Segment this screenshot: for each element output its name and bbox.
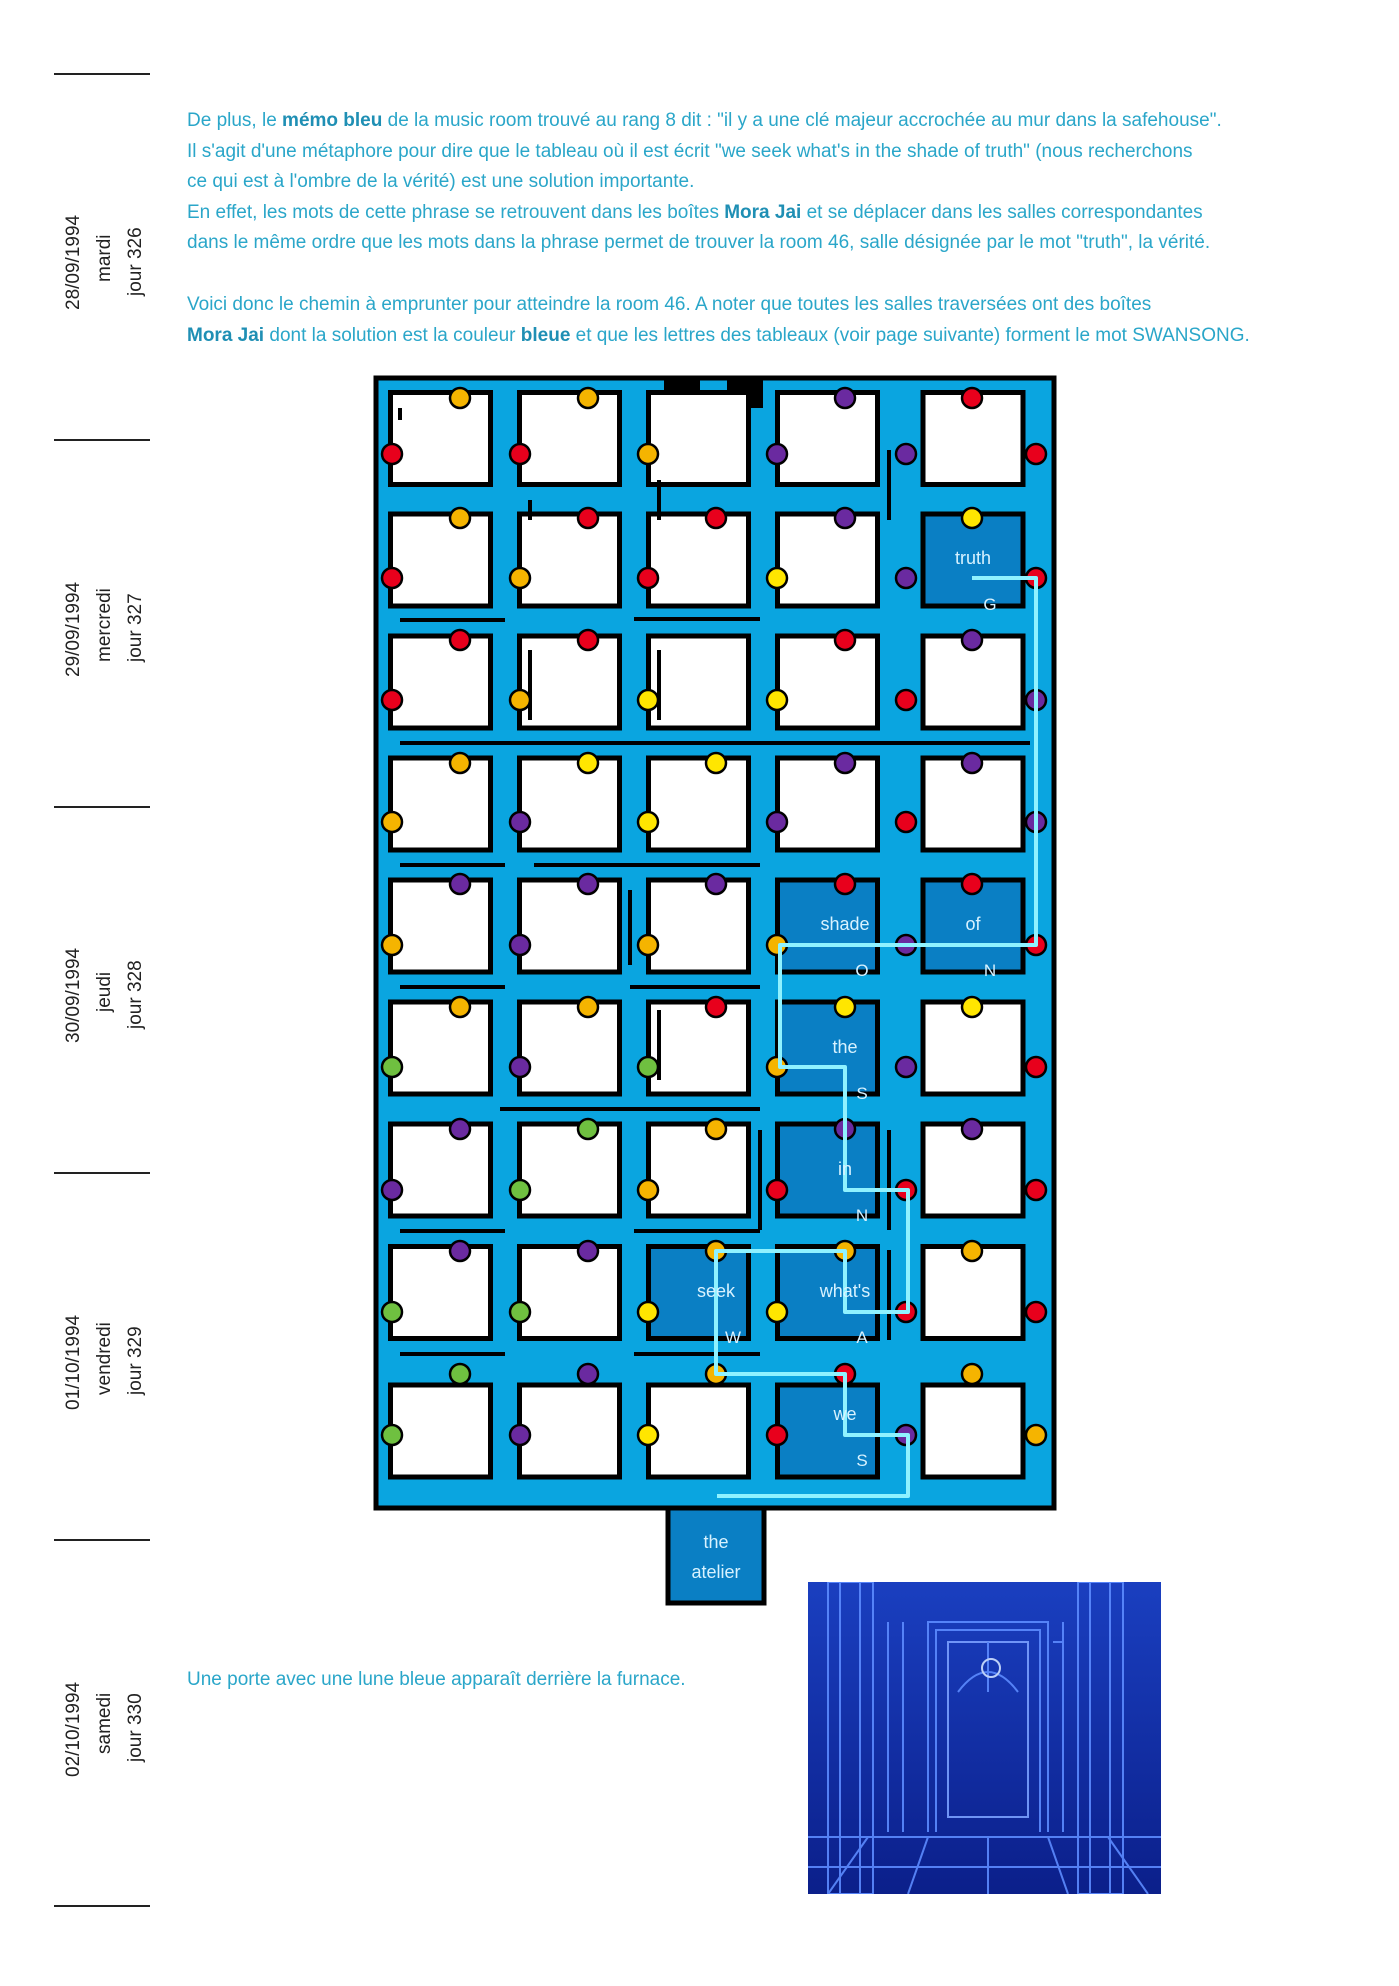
- door-dot: [382, 1425, 402, 1445]
- door-dot: [450, 508, 470, 528]
- door-dot: [962, 997, 982, 1017]
- door-dot: [578, 1119, 598, 1139]
- special-room: [778, 1124, 878, 1216]
- room-word: we: [833, 1404, 857, 1424]
- room-cell: [391, 758, 491, 850]
- door-dot: [638, 935, 658, 955]
- door-dot: [962, 1364, 982, 1384]
- door-dot: [706, 1119, 726, 1139]
- door-dot: [510, 1057, 530, 1077]
- room-word: in: [837, 1159, 853, 1179]
- door-dot: [767, 690, 787, 710]
- door-dot: [1026, 1302, 1046, 1322]
- door-dot: [1026, 1180, 1046, 1200]
- room-cell: [649, 1385, 749, 1477]
- text: De plus, le: [187, 110, 283, 131]
- door-dot: [578, 1241, 598, 1261]
- room-letter: N: [855, 1206, 869, 1225]
- room-cell: [391, 1247, 491, 1339]
- room-cell: [520, 1385, 620, 1477]
- door-dot: [835, 508, 855, 528]
- room-cell: [391, 880, 491, 972]
- door-dot: [510, 1180, 530, 1200]
- door-dot: [706, 508, 726, 528]
- weekday-label: mardi: [94, 234, 115, 282]
- door-dot: [835, 874, 855, 894]
- room-word: the: [832, 1037, 858, 1057]
- room-letter: N: [983, 961, 997, 980]
- day-label: jour 329: [125, 1326, 146, 1395]
- weekday-label: vendredi: [94, 1322, 115, 1395]
- door-dot: [450, 1119, 470, 1139]
- weekday-label: jeudi: [94, 971, 115, 1012]
- room-letter: S: [856, 1451, 868, 1470]
- room-cell: [520, 514, 620, 606]
- day-label: jour 326: [125, 227, 146, 296]
- door-dot: [962, 753, 982, 773]
- door-dot: [450, 1241, 470, 1261]
- caption-text: Une porte avec une lune bleue apparaît derrière la furnace.: [187, 1669, 686, 1690]
- date-label: 28/09/1994: [63, 214, 84, 310]
- room-cell: [649, 393, 749, 485]
- door-dot: [578, 753, 598, 773]
- door-dot: [962, 874, 982, 894]
- door-dot: [578, 630, 598, 650]
- door-dot: [450, 388, 470, 408]
- room-cell: [778, 636, 878, 728]
- room-cell: [391, 1124, 491, 1216]
- atelier-label-line1: the: [703, 1532, 729, 1552]
- room-cell: [391, 1385, 491, 1477]
- weekday-label: mercredi: [94, 588, 115, 662]
- door-dot: [450, 753, 470, 773]
- door-dot: [578, 997, 598, 1017]
- door-dot: [578, 874, 598, 894]
- door-dot: [706, 753, 726, 773]
- room-word: of: [965, 914, 981, 934]
- door-dot: [382, 1302, 402, 1322]
- mora-jai-bold: Mora Jai: [724, 201, 802, 223]
- room-cell: [520, 1124, 620, 1216]
- door-dot: [896, 812, 916, 832]
- door-dot: [382, 1180, 402, 1200]
- door-dot: [510, 568, 530, 588]
- door-dot: [896, 1057, 916, 1077]
- room-word: seek: [696, 1281, 736, 1301]
- intro-line: Il s'agit d'une métaphore pour dire que le tableau où il est écrit "we seek what's in the shade of truth" (nous recherchons: [187, 140, 1193, 162]
- door-dot: [382, 812, 402, 832]
- special-room: [778, 1002, 878, 1094]
- room-cell: [649, 1002, 749, 1094]
- room-cell: [391, 393, 491, 485]
- door-dot: [638, 1425, 658, 1445]
- door-dot: [962, 1241, 982, 1261]
- atelier-room: [668, 1508, 764, 1603]
- door-dot: [1026, 1425, 1046, 1445]
- text: et que les lettres des tableaux (voir page suivante) forment le mot SWANSONG.: [570, 324, 1250, 346]
- door-dot: [578, 1364, 598, 1384]
- room-cell: [778, 514, 878, 606]
- intro-line: dans le même ordre que les mots dans la phrase permet de trouver la room 46, salle désignée par le mot "truth", la vérité.: [187, 232, 1211, 253]
- door-dot: [382, 444, 402, 464]
- date-label: 30/09/1994: [63, 947, 84, 1043]
- door-dot: [510, 812, 530, 832]
- door-illustration: [808, 1582, 1161, 1894]
- room-word: shade: [820, 914, 870, 934]
- memo-bleu-bold: mémo bleu: [282, 110, 383, 131]
- text: En effet, les mots de cette phrase se retrouvent dans les boîtes: [187, 201, 725, 223]
- day-label: jour 327: [125, 593, 146, 662]
- room-cell: [520, 1247, 620, 1339]
- room-cell: [649, 880, 749, 972]
- door-dot: [962, 508, 982, 528]
- date-label: 02/10/1994: [63, 1681, 84, 1777]
- door-dot: [382, 1057, 402, 1077]
- room-cell: [520, 1002, 620, 1094]
- door-dot: [382, 935, 402, 955]
- door-dot: [638, 568, 658, 588]
- door-dot: [1026, 1057, 1046, 1077]
- door-dot: [896, 444, 916, 464]
- room-letter: G: [983, 595, 997, 614]
- door-dot: [510, 1425, 530, 1445]
- door-dot: [767, 1425, 787, 1445]
- door-dot: [896, 568, 916, 588]
- door-dot: [767, 444, 787, 464]
- door-dot: [638, 690, 658, 710]
- door-dot: [638, 1057, 658, 1077]
- door-dot: [638, 444, 658, 464]
- text: dont la solution est la couleur: [264, 324, 521, 346]
- door-dot: [962, 1119, 982, 1139]
- room-letter: S: [856, 1084, 868, 1103]
- door-dot: [1026, 444, 1046, 464]
- room-cell: [649, 1124, 749, 1216]
- intro-line: ce qui est à l'ombre de la vérité) est une solution importante.: [187, 171, 695, 192]
- room-cell: [520, 393, 620, 485]
- door-dot: [767, 1302, 787, 1322]
- date-label: 29/09/1994: [63, 581, 84, 677]
- room-cell: [778, 393, 878, 485]
- room-cell: [923, 1385, 1023, 1477]
- room-letter: A: [856, 1328, 868, 1347]
- door-dot: [382, 690, 402, 710]
- door-dot: [510, 1302, 530, 1322]
- room-letter: W: [724, 1328, 742, 1347]
- door-dot: [835, 388, 855, 408]
- door-dot: [450, 874, 470, 894]
- room-cell: [778, 758, 878, 850]
- door-dot: [835, 997, 855, 1017]
- door-dot: [706, 997, 726, 1017]
- room-letter: O: [855, 961, 869, 980]
- date-label: 01/10/1994: [63, 1314, 84, 1410]
- door-dot: [510, 935, 530, 955]
- door-dot: [578, 388, 598, 408]
- door-dot: [450, 630, 470, 650]
- door-dot: [767, 568, 787, 588]
- room-word: what's: [819, 1281, 871, 1301]
- door-dot: [835, 630, 855, 650]
- door-dot: [382, 568, 402, 588]
- path-line: Voici donc le chemin à emprunter pour atteindre la room 46. A noter que toutes les salles traversées ont des boîtes: [187, 294, 1152, 315]
- bleue-bold: bleue: [520, 324, 571, 346]
- day-label: jour 328: [125, 960, 146, 1029]
- door-dot: [962, 388, 982, 408]
- atelier-label-line2: atelier: [691, 1562, 741, 1582]
- door-dot: [638, 812, 658, 832]
- door-dot: [706, 874, 726, 894]
- room-word: truth: [954, 548, 992, 568]
- room-cell: [391, 1002, 491, 1094]
- room-cell: [520, 758, 620, 850]
- blue-moon-door-image: [808, 1582, 1161, 1894]
- room-cell: [391, 514, 491, 606]
- door-dot: [638, 1302, 658, 1322]
- room-cell: [649, 758, 749, 850]
- weekday-label: samedi: [94, 1692, 115, 1754]
- room-cell: [520, 880, 620, 972]
- text: et se déplacer dans les salles correspondantes: [801, 201, 1203, 223]
- room-cell: [649, 636, 749, 728]
- door-dot: [638, 1180, 658, 1200]
- door-dot: [962, 630, 982, 650]
- door-dot: [578, 508, 598, 528]
- door-dot: [450, 1364, 470, 1384]
- room-cell: [520, 636, 620, 728]
- room-cell: [649, 514, 749, 606]
- door-dot: [510, 444, 530, 464]
- day-label: jour 330: [125, 1693, 146, 1762]
- door-dot: [896, 690, 916, 710]
- mora-jai-bold: Mora Jai: [187, 324, 265, 346]
- door-dot: [510, 690, 530, 710]
- room-cell: [391, 636, 491, 728]
- door-dot: [450, 997, 470, 1017]
- door-dot: [767, 812, 787, 832]
- text: de la music room trouvé au rang 8 dit : "il y a une clé majeur accrochée au mur dans la safehouse".: [382, 110, 1222, 131]
- door-dot: [835, 753, 855, 773]
- door-dot: [767, 1180, 787, 1200]
